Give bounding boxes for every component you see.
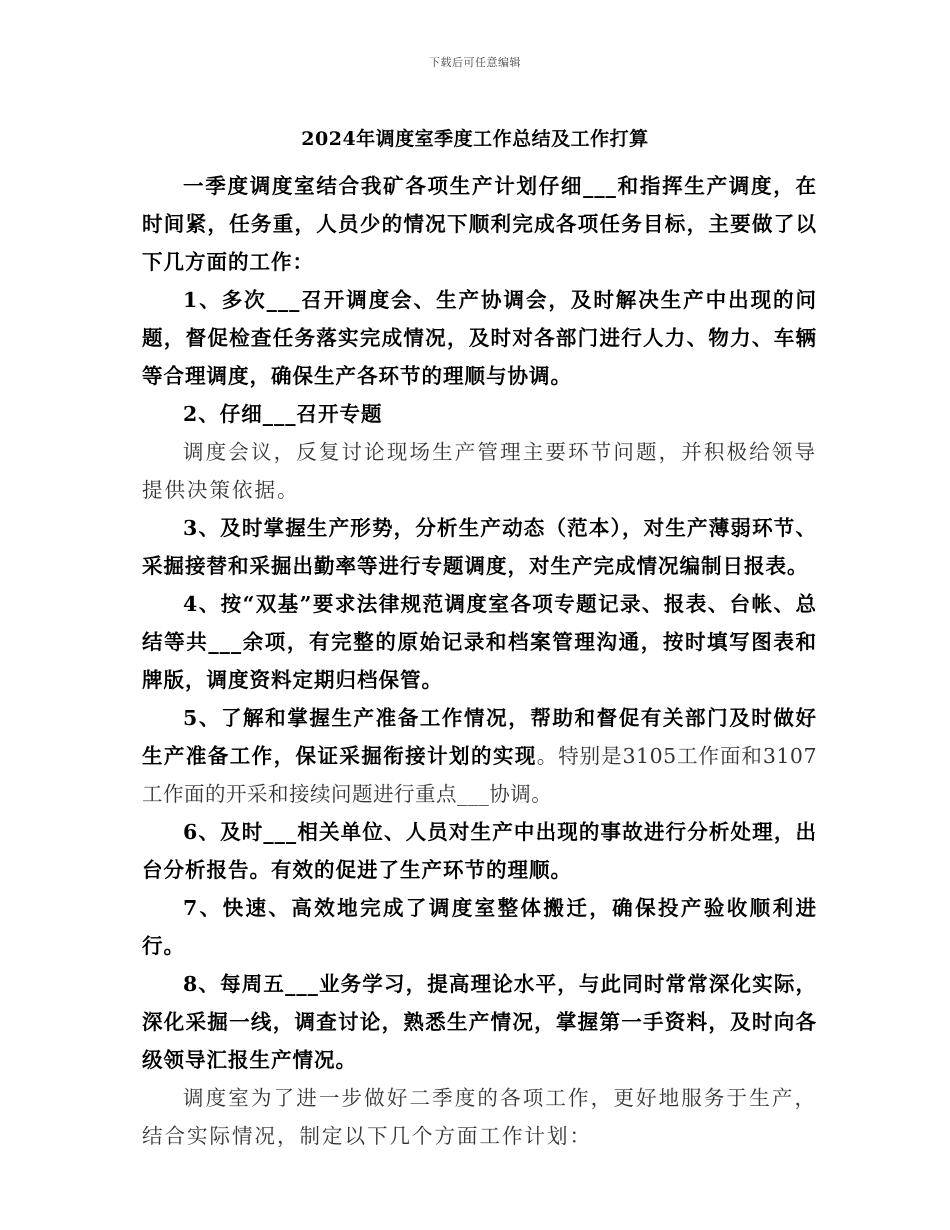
item-5-tail-text: 。特别是3105工作面和3107工作面的开采和接续问题进行重点___协调。 [142, 744, 818, 806]
item-2-continuation: 调度会议，反复讨论现场生产管理主要环节问题，并积极给领导提供决策依据。 [142, 440, 817, 502]
item-6-paragraph: 6、及时___相关单位、人员对生产中出现的事故进行分析处理，出台分析报告。有效的促进了生产环节的理顺。 [142, 820, 817, 882]
header-note: 下载后可任意编辑 [429, 56, 521, 69]
plan-intro-paragraph: 调度室为了进一步做好二季度的各项工作，更好地服务于生产，结合实际情况，制定以下几个方面工作计划： [142, 1086, 817, 1148]
item-1-paragraph: 1、多次___召开调度会、生产协调会，及时解决生产中出现的问题，督促检查任务落实完成情况，及时对各部门进行人力、物力、车辆等合理调度，确保生产各环节的理顺与协调。 [142, 288, 817, 388]
item-7-paragraph: 7、快速、高效地完成了调度室整体搬迁，确保投产验收顺利进行。 [142, 896, 817, 958]
item-8-paragraph: 8、每周五___业务学习，提高理论水平，与此同时常常深化实际，深化采掘一线，调查讨论，熟悉生产情况，掌握第一手资料，及时向各级领导汇报生产情况。 [142, 972, 817, 1072]
item-5-main-text: 5、了解和掌握生产准备工作情况，帮助和督促有关部门及时做好生产准备工作，保证采掘衔接计划的实现 [142, 706, 817, 768]
document-body [142, 167, 817, 1155]
item-4-paragraph: 4、按“双基”要求法律规范调度室各项专题记录、报表、台帐、总结等共___余项，有完整的原始记录和档案管理沟通，按时填写图表和牌版，调度资料定期归档保管。 [142, 592, 817, 692]
intro-paragraph: 一季度调度室结合我矿各项生产计划仔细___和指挥生产调度，在时间紧，任务重，人员少的情况下顺利完成各项任务目标，主要做了以下几方面的工作： [142, 174, 817, 274]
item-5-paragraph [142, 699, 817, 813]
document-title: 2024年调度室季度工作总结及工作打算 [301, 128, 649, 150]
item-3-paragraph: 3、及时掌握生产形势，分析生产动态（范本），对生产薄弱环节、采掘接替和采掘出勤率等进行专题调度，对生产完成情况编制日报表。 [142, 516, 817, 578]
item-2-paragraph: 2、仔细___召开专题 [183, 402, 383, 426]
